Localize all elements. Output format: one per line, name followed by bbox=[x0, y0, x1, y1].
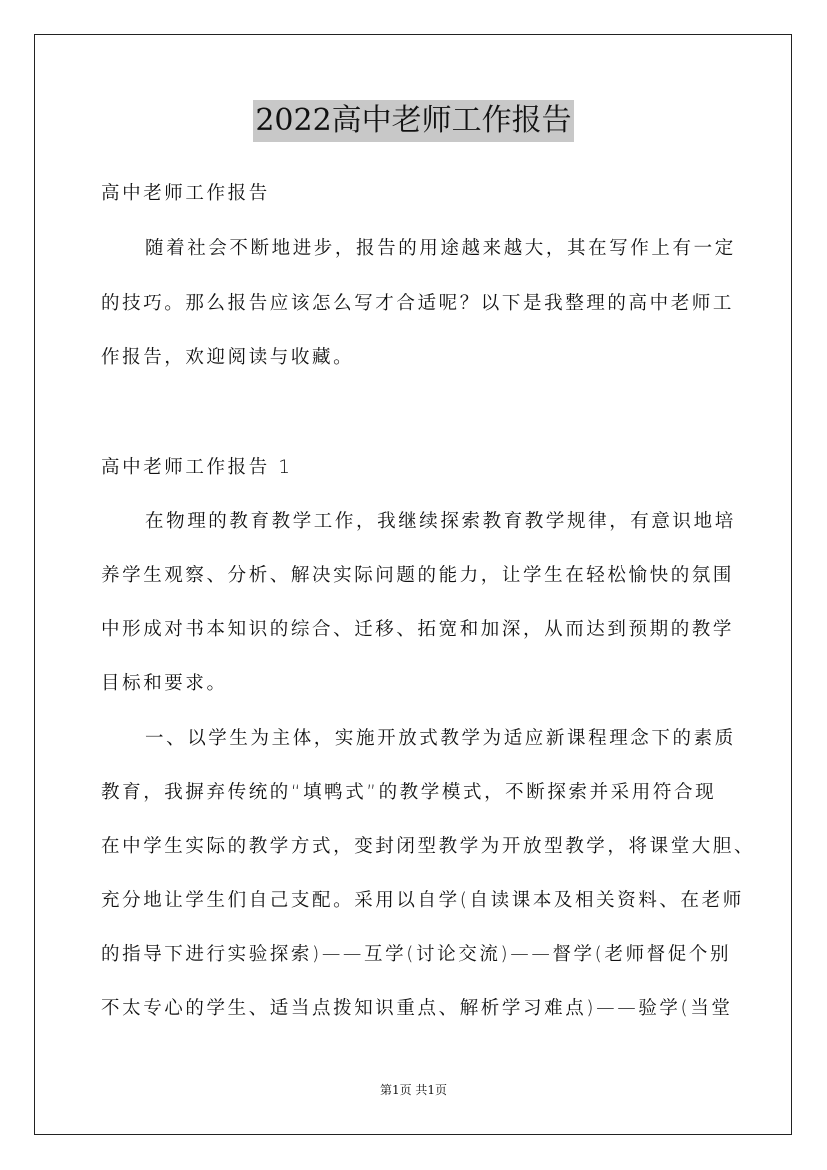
intro-line-2: 的技巧。那么报告应该怎么写才合适呢？以下是我整理的高中老师工 bbox=[101, 293, 735, 314]
para2-line-1: 一、以学生为主体，实施开放式教学为适应新课程理念下的素质 bbox=[145, 728, 736, 749]
para2-line-4: 充分地让学生们自己支配。采用以自学(自读课本及相关资料、在老师 bbox=[101, 890, 744, 911]
para1-line-1: 在物理的教育教学工作，我继续探索教育教学规律，有意识地培 bbox=[145, 511, 736, 532]
intro-line-3: 作报告，欢迎阅读与收藏。 bbox=[101, 347, 355, 368]
para2-line-5: 的指导下进行实验探索)——互学(讨论交流)——督学(老师督促个别 bbox=[101, 944, 732, 965]
para1-line-4: 目标和要求。 bbox=[101, 673, 228, 694]
para2-line-3: 在中学生实际的教学方式，变封闭型教学为开放型教学，将课堂大胆、 bbox=[101, 836, 756, 857]
title-container bbox=[0, 100, 827, 142]
para2-line-6: 不太专心的学生、适当点拨知识重点、解析学习难点)——验学(当堂 bbox=[101, 998, 733, 1019]
document-subtitle: 高中老师工作报告 bbox=[101, 183, 270, 204]
document-title: 2022高中老师工作报告 bbox=[253, 100, 573, 142]
para1-line-3: 中形成对书本知识的综合、迁移、拓宽和加深，从而达到预期的教学 bbox=[101, 619, 735, 640]
para1-line-2: 养学生观察、分析、解决实际问题的能力，让学生在轻松愉快的氛围 bbox=[101, 565, 735, 586]
intro-line-1: 随着社会不断地进步，报告的用途越来越大，其在写作上有一定 bbox=[145, 238, 736, 259]
para2-line-2: 教育，我摒弃传统的“填鸭式”的教学模式，不断探索并采用符合现 bbox=[101, 782, 717, 803]
section-heading: 高中老师工作报告 1 bbox=[101, 457, 293, 478]
page-footer: 第1页 共1页 bbox=[379, 1083, 448, 1097]
